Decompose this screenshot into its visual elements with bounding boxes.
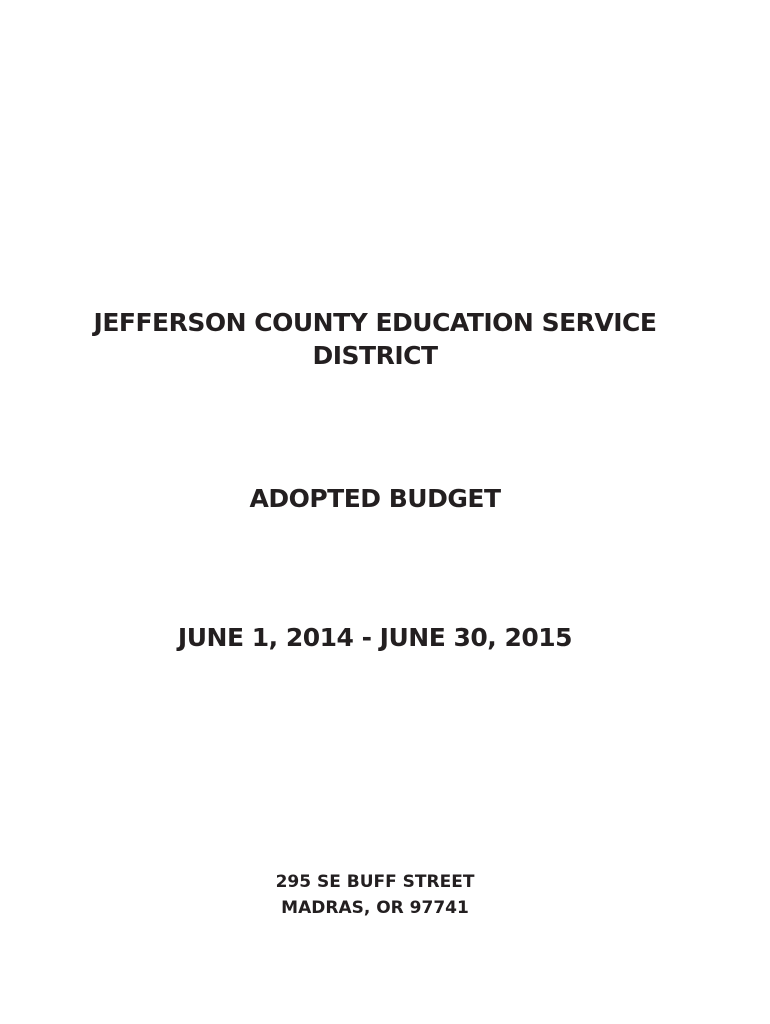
organization-name-line1: JEFFERSON COUNTY EDUCATION SERVICE	[93, 308, 657, 337]
document-type-title: ADOPTED BUDGET	[249, 484, 501, 513]
address-street: 295 SE BUFF STREET	[275, 872, 475, 892]
organization-name	[0, 306, 750, 372]
address-block	[0, 869, 750, 921]
organization-name-line2: DISTRICT	[312, 341, 438, 370]
address-city-state-zip: MADRAS, OR 97741	[281, 898, 469, 918]
budget-period: JUNE 1, 2014 - JUNE 30, 2015	[177, 623, 573, 652]
